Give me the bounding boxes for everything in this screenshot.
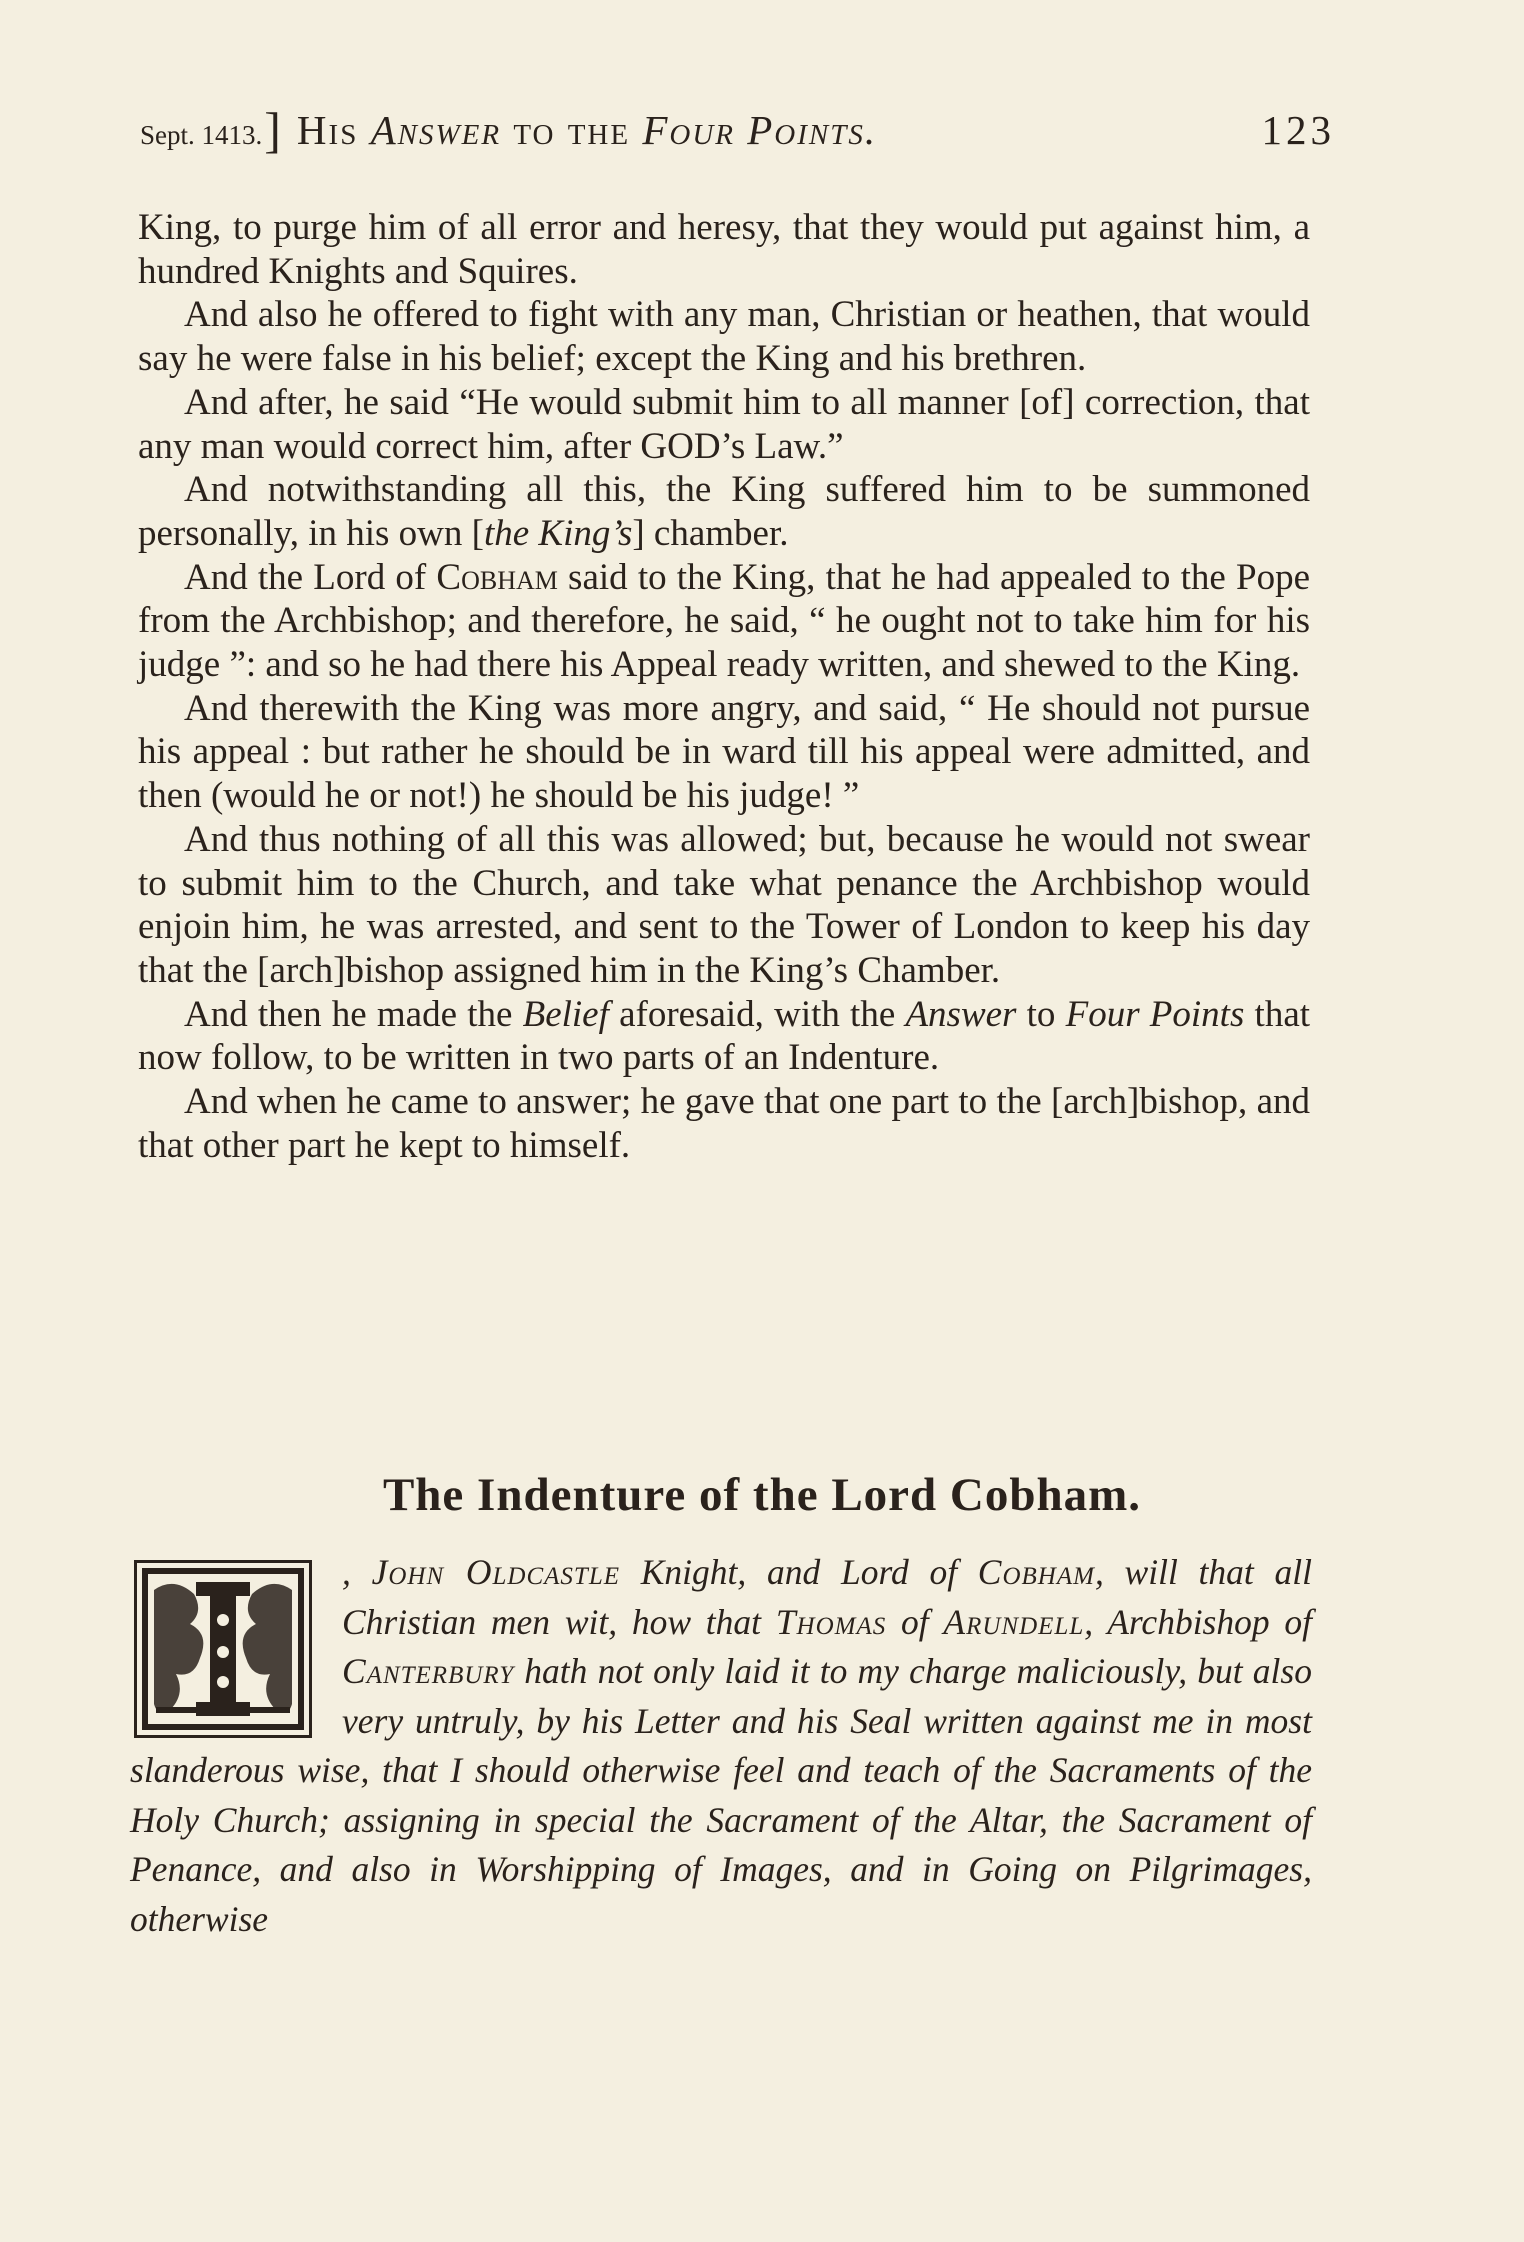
indenture-text-9: , Archbishop of [1084,1601,1312,1642]
paragraph-2: And also he offered to fight with any man, Christian or heathen, that would say he were false in his belief; except the King and his brethren. [138,294,1310,380]
paragraph-8-text-g: that now follow, to be written in two parts of an Indenture. [138,993,1311,1079]
indenture-text [130,1548,1312,1944]
header-title-four-points: Four Points. [642,107,878,153]
indenture-text-7: of [886,1601,944,1642]
paragraph-5-cobham: Cobham [436,556,558,598]
header-title-to-the: to the [501,107,643,153]
running-header [140,98,1335,158]
indenture-cobham: Cobham [977,1552,1095,1592]
indenture-comma: , [342,1552,372,1592]
header-title [297,106,877,154]
paragraph-4-italic: the King’s [483,512,633,554]
paragraph-9: And when he came to answer; he gave that one part to the [arch]bishop, and that other part he kept to himself. [138,1081,1310,1166]
dropcap-spacer [130,1548,342,1744]
paragraph-8-text-a: And then he made the [184,993,523,1035]
paragraph-8-text-e: to [1016,993,1066,1035]
paragraph-5 [138,556,1310,687]
paragraph-8-text-c: aforesaid, with the [608,993,906,1035]
paragraph-3: And after, he said “He would submit him to all manner [of] correction, that any man would correct him, after GOD’s Law.” [138,381,1310,467]
paragraph-8-belief: Belief [522,993,609,1035]
section-title: The Indenture of the Lord Cobham. [382,1469,1142,1521]
paragraph-1: King, to purge him of all error and heresy, that they would put against him, a hundred Knights and Squires. [138,207,1310,292]
body-text [138,206,1310,1167]
header-title-his: His [296,107,371,153]
header-date: Sept. 1413. [140,120,263,150]
page-number: 123 [1261,107,1335,153]
header-title-answer: Answer [370,107,502,153]
indenture-text-5: , will that all Christian men wit, how that [342,1552,1312,1642]
indenture-thomas: Thomas [775,1601,887,1642]
paragraph-6: And therewith the King was more angry, and said, “ He should not pursue his appeal : but rather he should be in ward till his appeal were admitted, and then (would he or not!) he should be his judge! ” [138,687,1310,817]
paragraph-4-text-a: And notwithstanding all this, the King suffered him to be summoned personally, in his own [ [138,469,1310,554]
indenture-text-11: hath not only laid it to my charge maliciously, but also very untruly, by his Letter and his Seal written against me in most slanderous wise, that I should otherwise feel and teach of the Sacraments of the Holy Church; assigning in special the Sacrament of the Altar, the Sacrament of Penance, and also in Worshipping of Images, and in Going on Pilgrimages, otherwise [130,1651,1312,1939]
paragraph-5-text-c: said to the King, that he had appealed to the Pope from the Archbishop; and therefore, he said, “ he ought not to take him for his judge ”: and so he had there his Appeal ready written, and shewed to the King. [138,556,1310,686]
paragraph-7: And thus nothing of all this was allowed; but, because he would not swear to submit him to the Church, and take what penance the Archbishop would enjoin him, he was arrested, and sent to the Tower of London to keep his day that the [arch]bishop assigned him in the King’s Chamber. [138,818,1310,991]
indenture-text-3: Knight, and Lord of [620,1552,978,1592]
paragraph-8-four-points: Four Points [1065,993,1245,1035]
indenture-arundell: Arundell [943,1601,1085,1642]
paragraph-8 [138,993,1310,1080]
indenture-john-oldcastle: John Oldcastle [371,1552,620,1592]
paragraph-5-text-a: And the Lord of [184,556,437,598]
paragraph-8-answer: Answer [905,993,1017,1035]
paragraph-4-text-c: ] chamber. [632,512,789,554]
paragraph-4 [138,468,1310,555]
indenture-canterbury: Canterbury [342,1651,515,1691]
header-bracket: ] [264,102,281,158]
